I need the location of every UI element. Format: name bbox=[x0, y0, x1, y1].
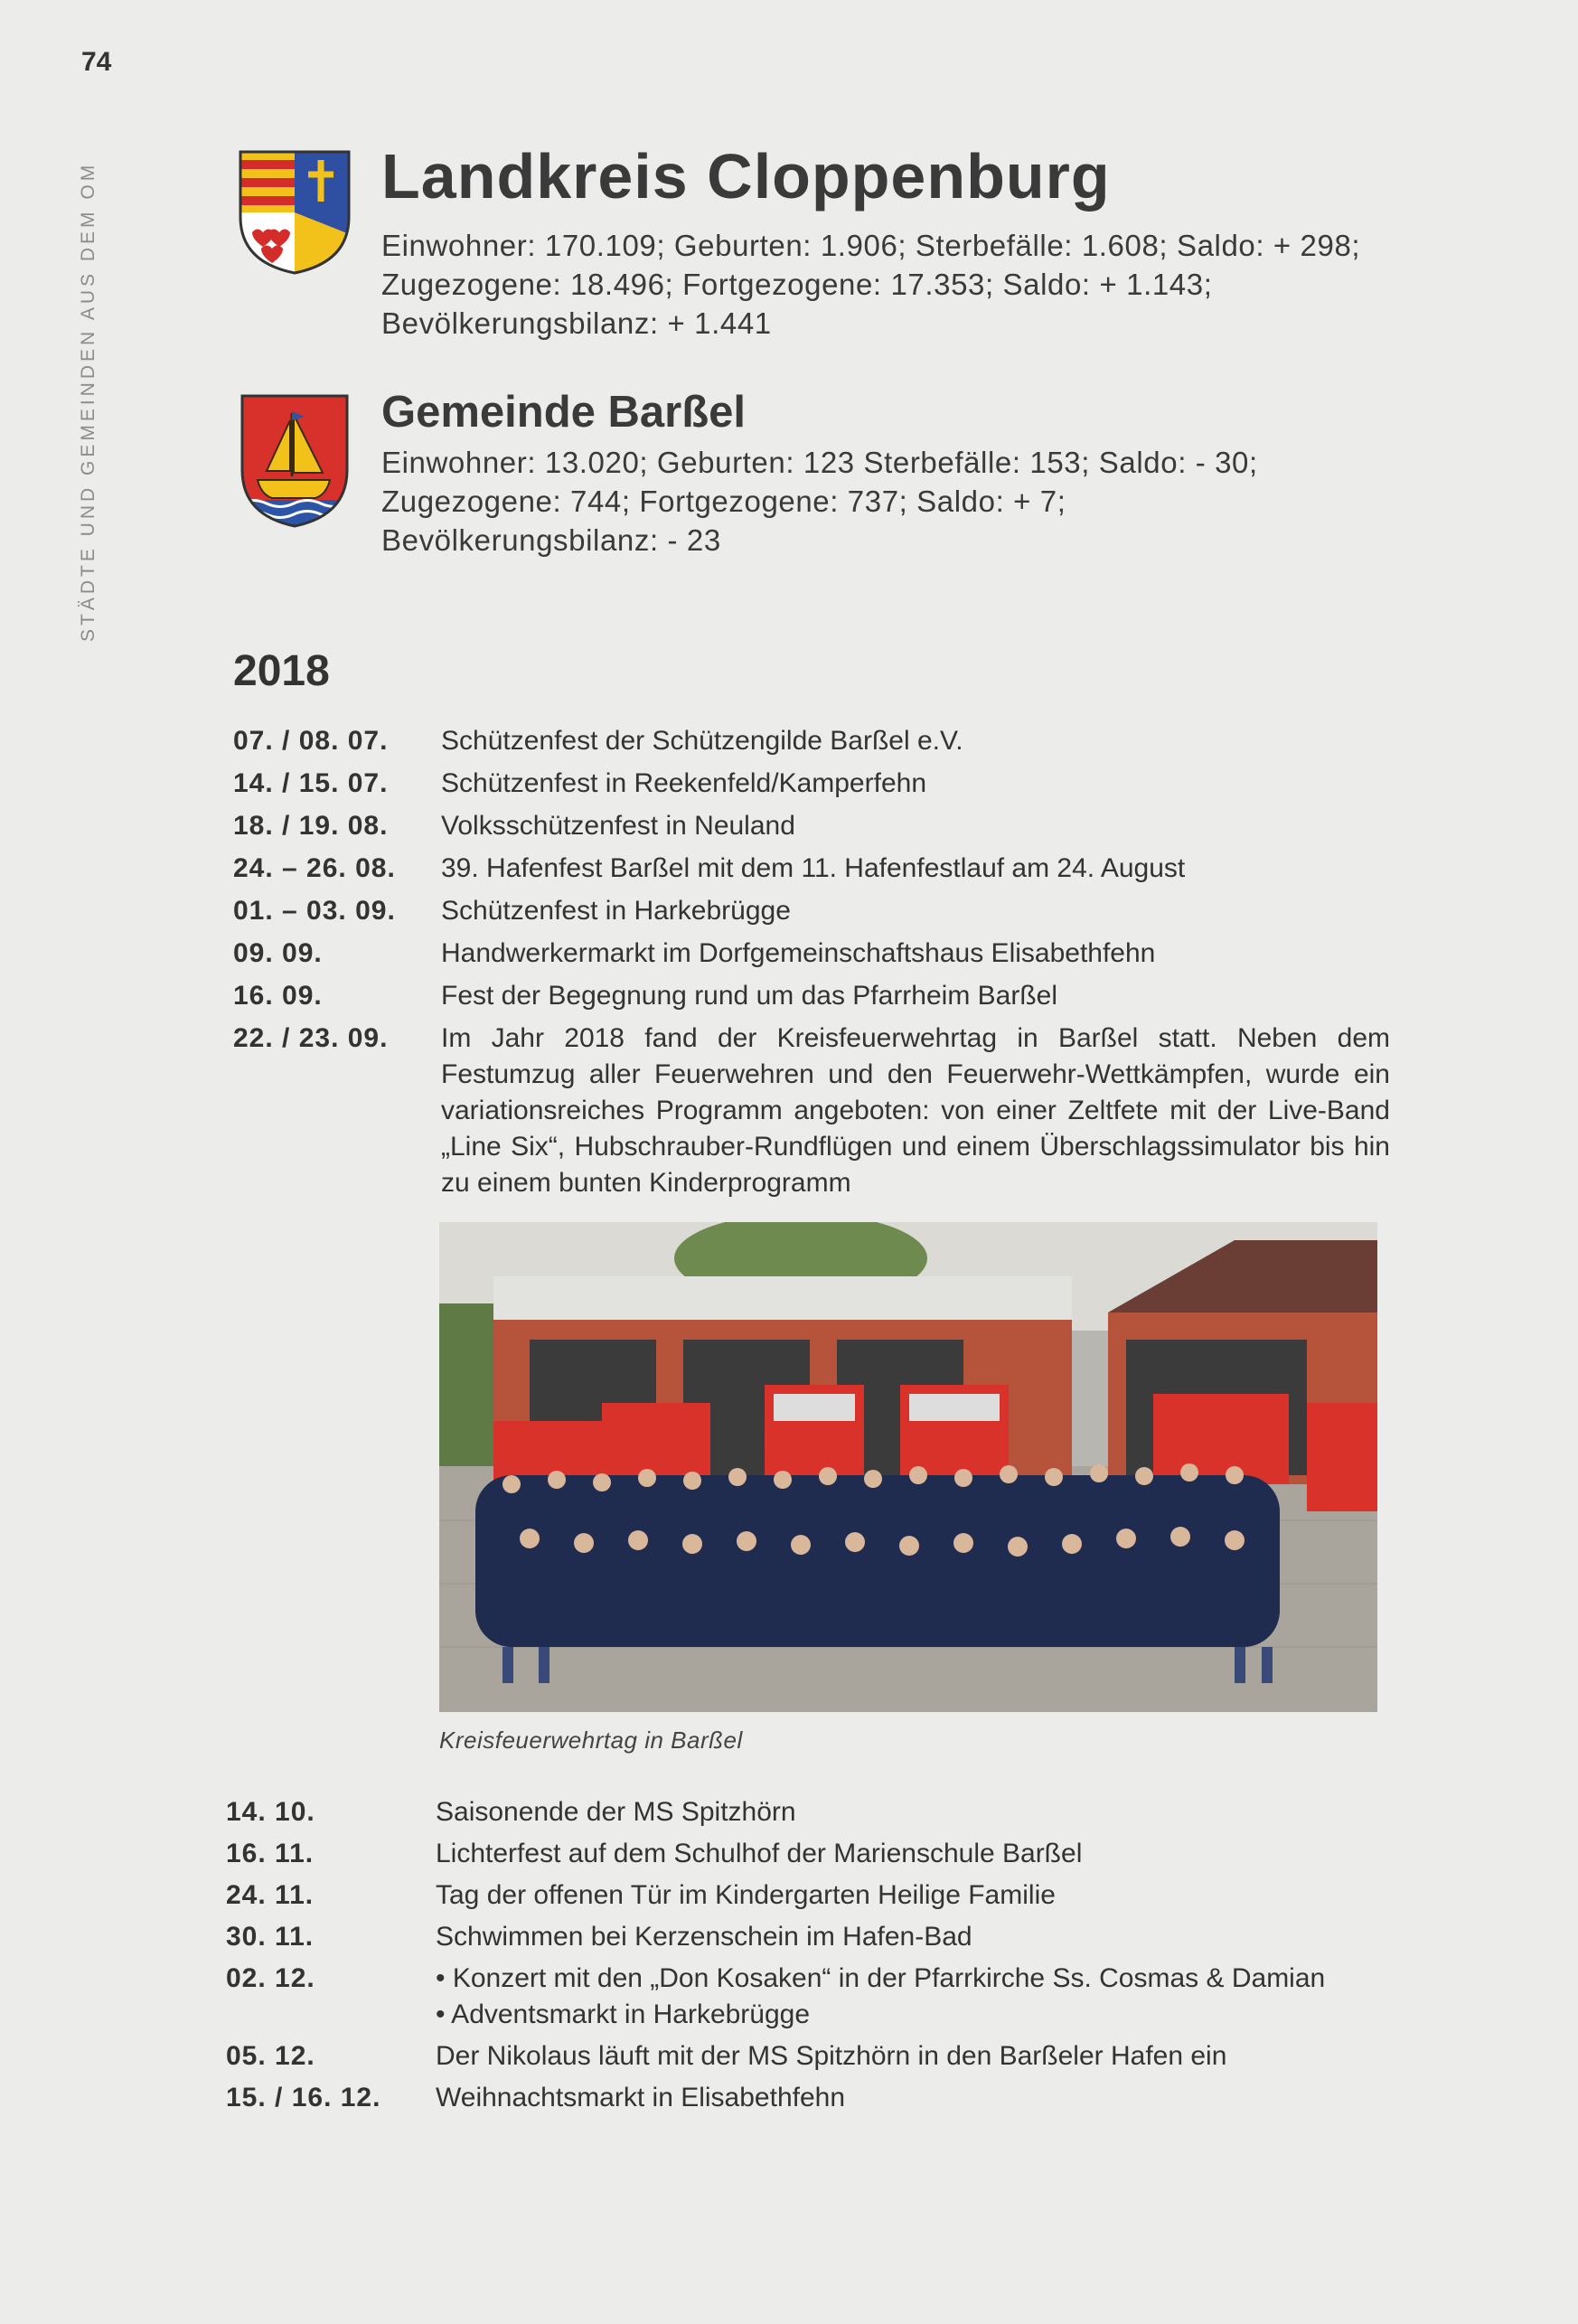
event-text: 39. Hafenfest Barßel mit dem 11. Hafenfestlauf am 24. August bbox=[441, 853, 1186, 883]
event-date: 09. 09. bbox=[233, 938, 323, 968]
event-date: 05. 12. bbox=[226, 2041, 315, 2071]
event-text: Handwerkermarkt im Dorfgemeinschaftshaus Elisabethfehn bbox=[441, 938, 1156, 968]
event-date: 14. 10. bbox=[226, 1797, 315, 1827]
event-date: 16. 11. bbox=[226, 1839, 315, 1868]
event-bullet: • Konzert mit den „Don Kosaken“ in der Pfarrkirche Ss. Cosmas & Damian bbox=[436, 1963, 1326, 1993]
event-text: Der Nikolaus läuft mit der MS Spitzhörn in den Barßeler Hafen ein bbox=[436, 2041, 1227, 2071]
event-list-bottom bbox=[226, 1794, 1392, 2122]
event-row bbox=[226, 2080, 1392, 2116]
event-row bbox=[233, 978, 1390, 1014]
event-date: 24. – 26. 08. bbox=[233, 853, 396, 883]
event-date: 24. 11. bbox=[226, 1880, 315, 1910]
stats-line: Zugezogene: 744; Fortgezogene: 737; Saldo: + 7; bbox=[381, 485, 1066, 518]
event-row bbox=[233, 893, 1390, 929]
stats-line: Bevölkerungsbilanz: + 1.441 bbox=[381, 306, 772, 340]
group-photo-fire-brigade bbox=[439, 1222, 1377, 1712]
event-text: Schützenfest in Reekenfeld/Kamperfehn bbox=[441, 768, 926, 798]
year-heading: 2018 bbox=[233, 647, 330, 695]
barssel-stats bbox=[381, 443, 1493, 560]
cloppenburg-title: Landkreis Cloppenburg bbox=[381, 141, 1111, 212]
event-text: Im Jahr 2018 fand der Kreisfeuerwehrtag in Barßel statt. Neben dem Festumzug aller Feuerwehren und den Feuerwehr-Wettkämpfen, wurde ein variationsreiches Programm angeboten: von einer Zeltfete mit der Live-Band „Line Six“, Hubschrauber-Rundflügen und einem Überschlagssimulator bis hin zu einem bunten Kinderprogramm bbox=[441, 1023, 1390, 1198]
event-row bbox=[233, 808, 1390, 844]
event-row bbox=[226, 1919, 1392, 1955]
event-date: 01. – 03. 09. bbox=[233, 896, 396, 926]
event-row bbox=[233, 851, 1390, 887]
event-date: 14. / 15. 07. bbox=[233, 768, 389, 798]
cloppenburg-stats bbox=[381, 226, 1493, 343]
event-text: Saisonende der MS Spitzhörn bbox=[436, 1797, 796, 1827]
barssel-coat-of-arms bbox=[240, 393, 350, 529]
event-row bbox=[226, 1794, 1392, 1830]
event-row bbox=[233, 723, 1390, 759]
event-bullet: • Adventsmarkt in Harkebrügge bbox=[436, 1999, 811, 2029]
event-date: 18. / 19. 08. bbox=[233, 811, 389, 841]
stats-line: Bevölkerungsbilanz: - 23 bbox=[381, 523, 721, 557]
event-row bbox=[226, 1877, 1392, 1914]
event-text: Lichterfest auf dem Schulhof der Marienschule Barßel bbox=[436, 1839, 1083, 1868]
event-text: Tag der offenen Tür im Kindergarten Heilige Familie bbox=[436, 1880, 1056, 1910]
event-date: 15. / 16. 12. bbox=[226, 2083, 381, 2112]
event-date: 22. / 23. 09. bbox=[233, 1023, 389, 1053]
stats-line: Zugezogene: 18.496; Fortgezogene: 17.353; Saldo: + 1.143; bbox=[381, 268, 1213, 301]
event-text: Schützenfest der Schützengilde Barßel e.V. bbox=[441, 726, 963, 756]
stats-line: Einwohner: 13.020; Geburten: 123 Sterbefälle: 153; Saldo: - 30; bbox=[381, 446, 1258, 479]
event-row bbox=[226, 2038, 1392, 2075]
stats-line: Einwohner: 170.109; Geburten: 1.906; Sterbefälle: 1.608; Saldo: + 298; bbox=[381, 229, 1361, 262]
page-number: 74 bbox=[81, 47, 112, 77]
cloppenburg-coat-of-arms bbox=[238, 149, 352, 276]
barssel-title: Gemeinde Barßel bbox=[381, 388, 747, 437]
event-list-top bbox=[233, 723, 1390, 1208]
event-row bbox=[233, 766, 1390, 802]
event-date: 30. 11. bbox=[226, 1922, 315, 1952]
event-text: Volksschützenfest in Neuland bbox=[441, 811, 795, 841]
event-text: Schützenfest in Harkebrügge bbox=[441, 896, 791, 926]
event-date: 16. 09. bbox=[233, 981, 323, 1011]
event-row bbox=[226, 1961, 1392, 2033]
event-text: Schwimmen bei Kerzenschein im Hafen-Bad bbox=[436, 1922, 972, 1952]
event-row bbox=[226, 1836, 1392, 1872]
event-text: Fest der Begegnung rund um das Pfarrheim Barßel bbox=[441, 981, 1058, 1011]
section-side-label: STÄDTE UND GEMEINDEN AUS DEM OM bbox=[78, 161, 99, 642]
event-text bbox=[436, 1961, 1392, 2033]
event-date: 07. / 08. 07. bbox=[233, 726, 389, 756]
event-text: Weihnachtsmarkt in Elisabethfehn bbox=[436, 2083, 846, 2112]
event-date: 02. 12. bbox=[226, 1963, 315, 1993]
event-row bbox=[233, 1021, 1390, 1201]
photo-caption: Kreisfeuerwehrtag in Barßel bbox=[439, 1727, 743, 1754]
event-row bbox=[233, 936, 1390, 972]
